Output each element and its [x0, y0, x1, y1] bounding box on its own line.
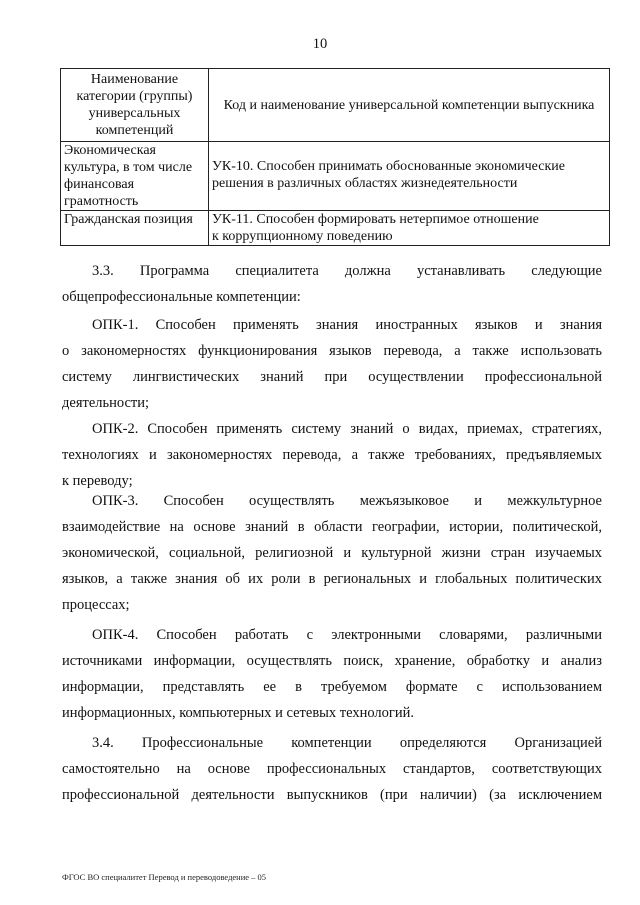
paragraph-line: общепрофессиональные компетенции:: [62, 289, 301, 305]
row-category: Экономическая культура, в том числе финансовая грамотность: [61, 142, 209, 211]
row-competence: УК-10. Способен принимать обоснованные экономические решения в различных областях жизнедеятельности: [209, 142, 610, 211]
paragraph-line: взаимодействие на основе знаний в области географии, истории, политической,: [62, 519, 602, 535]
paragraph-line: 3.3. Программа специалитета должна устанавливать следующие: [92, 263, 602, 279]
paragraph-line: ОПК-3. Способен осуществлять межъязыковое и межкультурное: [92, 493, 602, 509]
paragraph-line: деятельности;: [62, 395, 150, 411]
paragraph-opk-4: [62, 622, 602, 726]
paragraph-line: самостоятельно на основе профессиональных стандартов, соответствующих: [62, 761, 602, 777]
header-competence: Код и наименование универсальной компетенции выпускника: [209, 69, 610, 142]
row-category: Гражданская позиция: [61, 211, 209, 246]
paragraph-opk-2: [62, 416, 602, 494]
paragraph-line: информации, представлять ее в требуемом формате с использованием: [62, 679, 602, 695]
paragraph-line: к переводу;: [62, 473, 133, 489]
row-competence: [209, 211, 610, 246]
paragraph-line: профессиональной деятельности выпускников (при наличии) (за исключением: [62, 787, 602, 803]
paragraph-line: процессах;: [62, 597, 130, 613]
paragraph-opk-1: [62, 312, 602, 416]
table-header-row: [61, 69, 610, 142]
footer: ФГОС ВО специалитет Перевод и переводоведение – 05: [62, 872, 267, 882]
table-row: [61, 142, 610, 211]
competencies-table: [60, 68, 610, 246]
paragraph-line: экономической, социальной, религиозной и культурной жизни стран изучаемых: [62, 545, 602, 561]
page-number: 10: [312, 36, 328, 52]
paragraph-line: систему лингвистических знаний при осуществлении профессиональной: [62, 369, 602, 385]
paragraph-line: ОПК-1. Способен применять знания иностранных языков и знания: [92, 317, 602, 333]
paragraph-line: ОПК-4. Способен работать с электронными словарями, различными: [92, 627, 602, 643]
paragraph-opk-3: [62, 488, 602, 618]
paragraph-line: информационных, компьютерных и сетевых технологий.: [62, 705, 415, 721]
paragraph-3-3: [62, 258, 602, 310]
competence-line: УК-11. Способен формировать нетерпимое отношение: [212, 212, 539, 227]
paragraph-3-4: [62, 730, 602, 808]
paragraph-line: источниками информации, осуществлять поиск, хранение, обработку и анализ: [62, 653, 602, 669]
header-category: Наименование категории (группы) универсальных компетенций: [61, 69, 209, 142]
paragraph-line: ОПК-2. Способен применять систему знаний о видах, приемах, стратегиях,: [92, 421, 602, 437]
table-row: [61, 211, 610, 246]
paragraph-line: о закономерностях функционирования языков перевода, а также использовать: [62, 343, 602, 359]
paragraph-line: 3.4. Профессиональные компетенции определяются Организацией: [92, 735, 602, 751]
paragraph-line: технологиях и закономерностях перевода, а также требованиях, предъявляемых: [62, 447, 602, 463]
paragraph-line: языков, а также знания об их роли в региональных и глобальных политических: [62, 571, 602, 587]
competence-line: к коррупционному поведению: [212, 229, 393, 244]
